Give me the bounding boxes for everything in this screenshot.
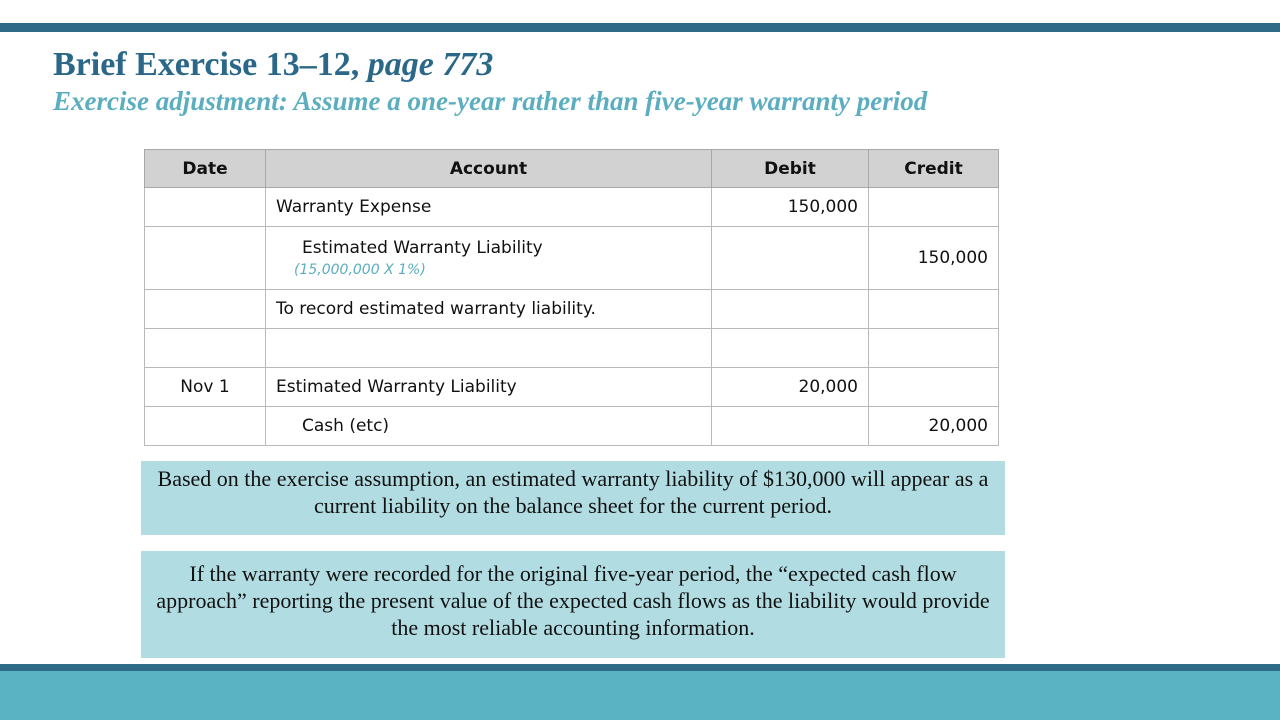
page-title <box>53 44 927 86</box>
title-main: Brief Exercise 13–12, <box>53 46 360 83</box>
cell-date <box>145 329 266 368</box>
cell-debit: 20,000 <box>712 368 869 407</box>
cell-credit <box>869 290 999 329</box>
cell-debit <box>712 227 869 290</box>
page-subtitle: Exercise adjustment: Assume a one-year rather than five-year warranty period <box>53 86 928 116</box>
title-page-ref: page 773 <box>367 46 494 83</box>
column-header-account: Account <box>266 150 712 188</box>
table-row <box>145 329 999 368</box>
calculation-note: (15,000,000 X 1%) <box>294 262 426 278</box>
cell-credit <box>869 188 999 227</box>
cell-account <box>266 329 712 368</box>
cell-credit: 20,000 <box>869 407 999 446</box>
table-row <box>145 407 999 446</box>
table-row <box>145 227 999 290</box>
cell-account: Cash (etc) <box>266 407 712 446</box>
cell-account <box>266 227 712 290</box>
cell-account: To record estimated warranty liability. <box>266 290 712 329</box>
cell-credit <box>869 368 999 407</box>
cell-date: Nov 1 <box>145 368 266 407</box>
table-header-row <box>145 150 999 188</box>
current-liability-note: Based on the exercise assumption, an estimated warranty liability of $130,000 will appear as a current liability on the balance sheet for the current period. <box>141 461 1005 535</box>
account-name: Estimated Warranty Liability <box>302 238 543 258</box>
five-year-warranty-note: If the warranty were recorded for the original five-year period, the “expected cash flow approach” reporting the present value of the expected cash flows as the liability would provide the most reliable accounting information. <box>141 551 1005 658</box>
cell-debit: 150,000 <box>712 188 869 227</box>
cell-debit <box>712 329 869 368</box>
journal-entry-table <box>144 149 999 446</box>
cell-credit: 150,000 <box>869 227 999 290</box>
cell-date <box>145 407 266 446</box>
table-row <box>145 368 999 407</box>
table-row <box>145 188 999 227</box>
column-header-debit: Debit <box>712 150 869 188</box>
cell-account: Warranty Expense <box>266 188 712 227</box>
cell-date <box>145 188 266 227</box>
bottom-rule <box>0 664 1280 671</box>
cell-debit <box>712 290 869 329</box>
top-rule <box>0 23 1280 32</box>
footer-band <box>0 671 1280 720</box>
cell-date <box>145 290 266 329</box>
cell-date <box>145 227 266 290</box>
column-header-credit: Credit <box>869 150 999 188</box>
cell-account: Estimated Warranty Liability <box>266 368 712 407</box>
header <box>53 44 927 118</box>
table-row <box>145 290 999 329</box>
cell-credit <box>869 329 999 368</box>
column-header-date: Date <box>145 150 266 188</box>
cell-debit <box>712 407 869 446</box>
